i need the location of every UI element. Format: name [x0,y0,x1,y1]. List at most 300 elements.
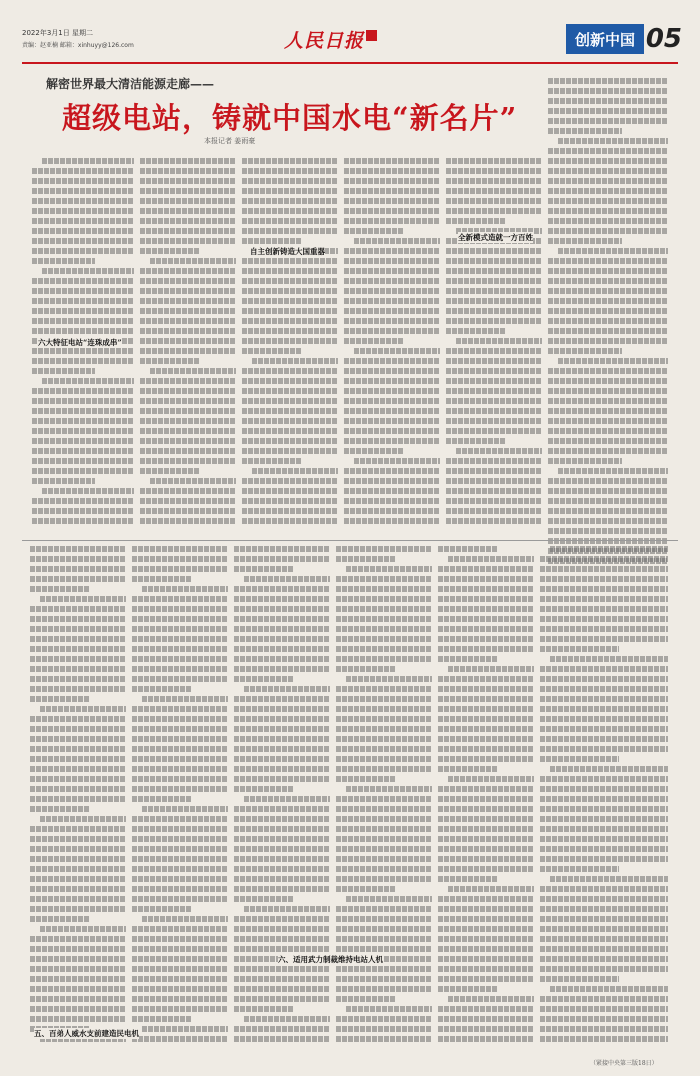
text-line [446,168,542,174]
text-line [446,478,542,484]
text-line [336,776,396,782]
text-line [32,428,134,434]
text-line [540,1016,668,1022]
text-line [438,596,534,602]
section-divider [22,540,678,541]
text-line [32,208,134,214]
text-line [140,508,236,514]
column-text-lines [446,158,542,530]
text-line [540,726,668,732]
subhead-3: 全新模式造就一方百姓 [458,233,533,242]
text-line [540,916,668,922]
text-line [242,408,338,414]
upper-text-column [548,78,668,568]
text-line [540,1036,668,1042]
lower-text-column [540,546,668,1046]
text-line [438,736,534,742]
text-line [140,408,236,414]
text-line [548,258,668,264]
text-line [438,846,534,852]
text-line [540,636,668,642]
text-line [540,796,668,802]
text-line [132,946,228,952]
text-line [344,498,440,504]
text-line [336,626,432,632]
text-line [548,488,668,494]
text-line [132,606,228,612]
text-line [448,556,534,562]
issue-date: 2022年3月1日 星期二 [22,29,93,37]
text-line [336,696,432,702]
text-line [132,886,228,892]
text-line [30,646,126,652]
text-line [32,308,134,314]
text-line [336,946,432,952]
text-line [344,428,440,434]
text-line [438,796,534,802]
text-line [336,836,432,842]
text-line [344,488,440,494]
text-line [142,916,228,922]
upper-text-column [344,158,440,530]
text-line [446,408,542,414]
text-line [30,616,126,622]
text-line [548,498,668,504]
text-line [242,268,338,274]
text-line [242,178,338,184]
text-line [438,626,534,632]
text-line [548,218,668,224]
text-line [30,946,126,952]
text-line [140,318,236,324]
text-line [140,218,236,224]
text-line [344,268,440,274]
text-line [132,566,228,572]
text-line [540,576,668,582]
text-line [456,448,542,454]
text-line [446,348,542,354]
text-line [354,238,440,244]
text-line [548,388,668,394]
text-line [132,616,228,622]
text-line [132,666,228,672]
text-line [234,846,330,852]
text-line [234,806,330,812]
text-line [344,228,404,234]
text-line [32,248,134,254]
text-line [336,716,432,722]
text-line [446,428,542,434]
text-line [242,388,338,394]
text-line [234,916,330,922]
text-line [132,966,228,972]
text-line [30,656,126,662]
text-line [438,616,534,622]
text-line [132,726,228,732]
text-line [32,318,134,324]
text-line [346,786,432,792]
text-line [30,976,126,982]
text-line [344,208,440,214]
text-line [132,876,228,882]
text-line [548,288,668,294]
text-line [32,438,134,444]
text-line [252,468,338,474]
text-line [540,946,668,952]
text-line [446,308,542,314]
text-line [540,776,668,782]
text-line [32,178,134,184]
text-line [438,716,534,722]
text-line [132,676,228,682]
text-line [234,736,330,742]
text-line [30,836,126,842]
text-line [548,118,668,124]
text-line [540,1026,668,1032]
text-line [40,926,126,932]
text-line [140,448,236,454]
text-line [30,556,126,562]
text-line [234,616,330,622]
text-line [344,448,404,454]
text-line [234,896,294,902]
text-line [132,626,228,632]
text-line [42,378,134,384]
text-line [344,198,440,204]
text-line [32,508,134,514]
text-line [32,468,134,474]
text-line [446,388,542,394]
text-line [540,786,668,792]
text-line [344,328,440,334]
text-line [132,686,192,692]
text-line [336,656,432,662]
text-line [132,1016,192,1022]
article-byline: 本报记者 姜雨豪 [204,137,256,145]
text-line [548,328,668,334]
text-line [344,468,440,474]
text-line [242,328,338,334]
text-line [132,1036,228,1042]
text-line [438,896,534,902]
text-line [132,556,228,562]
text-line [438,836,534,842]
text-line [548,128,622,134]
text-line [234,786,294,792]
text-line [234,936,330,942]
text-line [30,716,126,722]
text-line [438,966,534,972]
text-line [344,518,440,524]
text-line [344,288,440,294]
text-line [30,786,126,792]
text-line [438,956,534,962]
text-line [336,606,432,612]
text-line [548,418,668,424]
text-line [244,1016,330,1022]
text-line [540,956,668,962]
text-line [540,936,668,942]
text-line [234,656,330,662]
text-line [32,448,134,454]
text-line [140,498,236,504]
text-line [30,686,126,692]
text-line [30,996,126,1002]
text-line [234,696,330,702]
text-line [438,686,534,692]
text-line [540,706,668,712]
text-line [140,168,236,174]
text-line [438,1016,534,1022]
text-line [448,886,534,892]
text-line [140,248,200,254]
text-line [336,886,396,892]
text-line [438,916,534,922]
text-line [140,418,236,424]
text-line [336,766,432,772]
text-line [242,398,338,404]
text-line [234,966,330,972]
text-line [242,518,338,524]
text-line [32,328,134,334]
text-line [32,218,134,224]
text-line [32,278,134,284]
text-line [548,148,668,154]
text-line [548,98,668,104]
text-line [30,726,126,732]
text-line [446,368,542,374]
text-line [132,746,228,752]
text-line [344,438,440,444]
text-line [132,896,228,902]
text-line [446,298,542,304]
text-line [438,586,534,592]
text-line [234,676,294,682]
text-line [234,856,330,862]
text-line [344,298,440,304]
text-line [140,288,236,294]
text-line [346,896,432,902]
text-line [140,268,236,274]
masthead [22,24,682,64]
text-line [234,666,330,672]
text-line [446,178,542,184]
column-text-lines [548,78,668,568]
text-line [446,208,542,214]
text-line [540,736,668,742]
text-line [336,936,432,942]
text-line [540,566,668,572]
text-line [540,676,668,682]
text-line [344,258,440,264]
continuation-note: （紧接中央第三版18日） [590,1060,658,1067]
text-line [234,886,330,892]
text-line [550,546,668,552]
text-line [242,188,338,194]
lower-text-column [336,546,432,1046]
text-line [548,518,668,524]
text-line [32,408,134,414]
text-line [234,566,294,572]
text-line [548,298,668,304]
text-line [336,816,432,822]
text-line [32,288,134,294]
text-line [132,956,228,962]
text-line [346,1006,432,1012]
text-line [438,816,534,822]
lower-text-column [438,546,534,1046]
text-line [540,906,668,912]
text-line [548,538,668,544]
text-line [336,996,396,1002]
text-line [336,706,432,712]
text-line [140,468,200,474]
text-line [548,208,668,214]
text-line [132,826,228,832]
text-line [234,766,330,772]
text-line [446,248,542,254]
text-line [132,576,192,582]
text-line [446,518,542,524]
text-line [540,556,668,562]
text-line [30,886,126,892]
text-line [336,826,432,832]
text-line [336,616,432,622]
text-line [550,766,668,772]
text-line [234,926,330,932]
text-line [242,438,338,444]
text-line [234,746,330,752]
subhead-1: 六大特征电站“连珠成串” [38,338,122,347]
text-line [540,996,668,1002]
text-line [150,258,236,264]
text-line [438,866,534,872]
text-line [40,706,126,712]
column-text-lines [540,546,668,1046]
text-line [336,736,432,742]
text-line [234,716,330,722]
text-line [344,318,440,324]
text-line [548,458,622,464]
text-line [446,268,542,274]
article-headline: 超级电站，铸就中国水电“新名片” [62,101,518,135]
text-line [32,188,134,194]
text-line [140,328,236,334]
text-line [548,88,668,94]
text-line [540,976,619,982]
text-line [336,966,432,972]
text-line [140,378,236,384]
text-line [448,666,534,672]
text-line [32,518,134,524]
column-text-lines [234,546,330,1046]
text-line [242,498,338,504]
text-line [30,1006,126,1012]
text-line [344,508,440,514]
text-line [140,198,236,204]
text-line [438,926,534,932]
text-line [540,586,668,592]
text-line [548,108,668,114]
text-line [346,566,432,572]
text-line [30,756,126,762]
text-line [234,866,330,872]
text-line [438,546,498,552]
text-line [132,836,228,842]
text-line [242,158,338,164]
text-line [234,1026,330,1032]
lower-text-column [30,546,126,1046]
text-line [540,886,668,892]
text-line [446,158,542,164]
text-line [336,576,432,582]
text-line [234,596,330,602]
text-line [438,876,498,882]
text-line [234,626,330,632]
text-line [446,278,542,284]
text-line [344,188,440,194]
text-line [242,228,338,234]
text-line [140,488,236,494]
text-line [140,188,236,194]
text-line [438,766,498,772]
text-line [446,358,542,364]
text-line [446,458,542,464]
text-line [234,946,330,952]
text-line [344,178,440,184]
column-text-lines [438,546,534,1046]
text-line [438,1036,534,1042]
text-line [336,876,432,882]
text-line [242,208,338,214]
text-line [132,756,228,762]
text-line [40,596,126,602]
text-line [548,168,668,174]
text-line [242,198,338,204]
text-line [30,776,126,782]
text-line [336,846,432,852]
column-text-lines [140,158,236,530]
text-line [548,188,668,194]
text-line [438,756,534,762]
text-line [132,706,228,712]
text-line [242,308,338,314]
text-line [142,696,228,702]
text-line [344,338,404,344]
text-line [336,856,432,862]
text-line [32,168,134,174]
text-line [242,428,338,434]
text-line [132,866,228,872]
text-line [438,576,534,582]
text-line [540,846,668,852]
text-line [438,636,534,642]
text-line [456,338,542,344]
text-line [548,268,668,274]
text-line [446,328,506,334]
text-line [548,368,668,374]
text-line [234,586,330,592]
text-line [336,1016,432,1022]
text-line [446,398,542,404]
text-line [438,1006,534,1012]
text-line [234,706,330,712]
text-line [336,686,432,692]
text-line [336,796,432,802]
text-line [142,806,228,812]
text-line [242,168,338,174]
text-line [540,716,668,722]
